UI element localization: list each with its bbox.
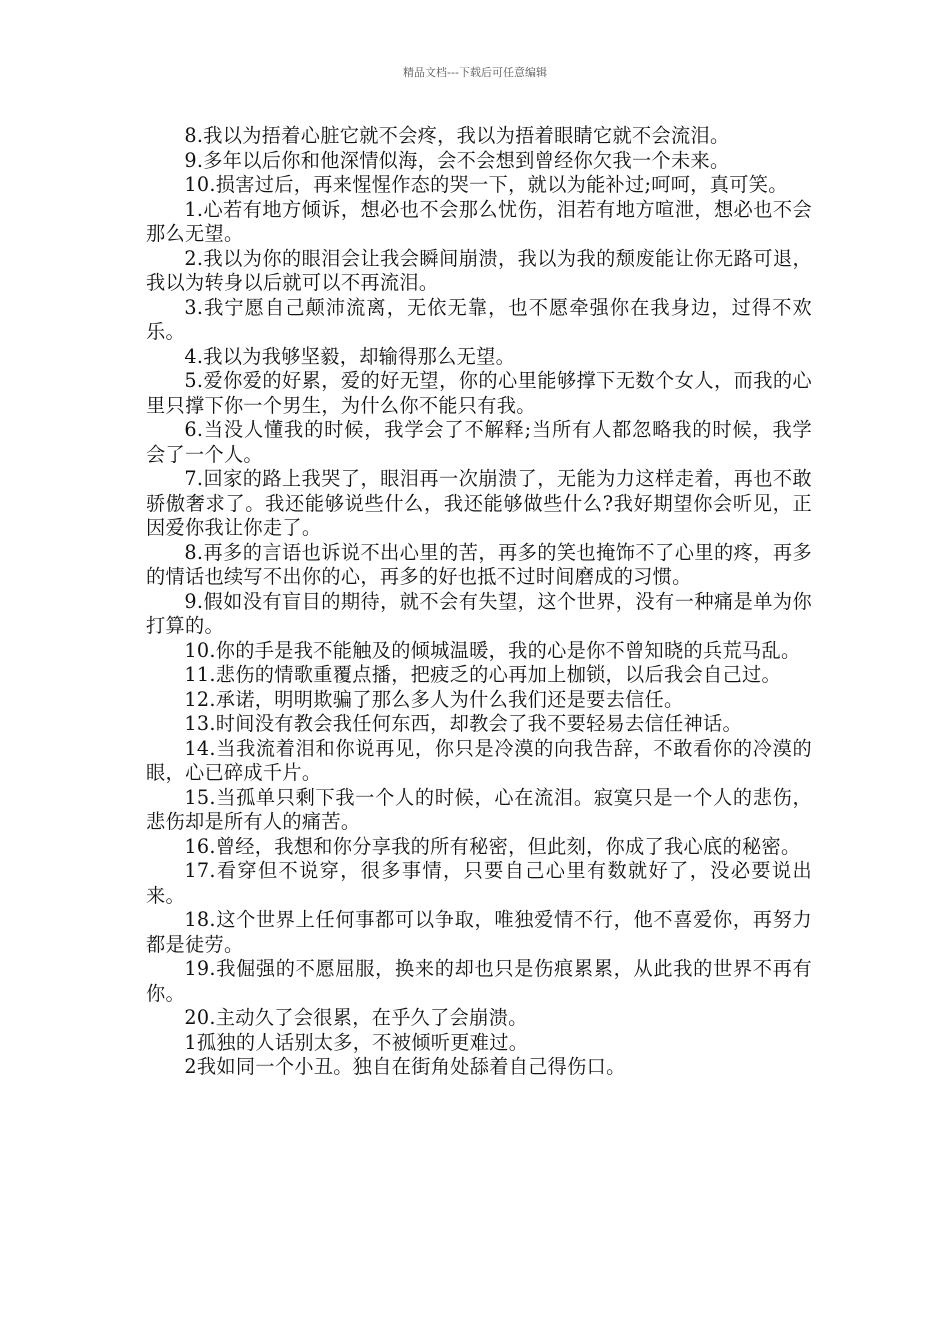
paragraph: 4.我以为我够坚毅，却输得那么无望。 xyxy=(184,344,516,368)
paragraph: 8.再多的言语也诉说不出心里的苦，再多的笑也掩饰不了心里的疼，再多的情话也续写不出你的心，再多的好也抵不过时间磨成的习惯。 xyxy=(146,540,812,588)
paragraph: 7.回家的路上我哭了，眼泪再一次崩溃了，无能为力这样走着，再也不敢骄傲奢求了。我还能够说些什么，我还能够做些什么?我好期望你会听见，正因爱你我让你走了。 xyxy=(146,467,812,539)
paragraph: 12.承诺，明明欺骗了那么多人为什么我们还是要去信任。 xyxy=(184,687,684,711)
paragraph: 17.看穿但不说穿，很多事情，只要自己心里有数就好了，没必要说出来。 xyxy=(146,859,812,907)
paragraph: 13.时间没有教会我任何东西，却教会了我不要轻易去信任神话。 xyxy=(184,712,742,735)
document-body xyxy=(146,124,812,1080)
paragraph: 6.当没人懂我的时候，我学会了不解释;当所有人都忽略我的时候，我学会了一个人。 xyxy=(146,418,812,466)
paragraph: 9.多年以后你和他深情似海，会不会想到曾经你欠我一个未来。 xyxy=(184,148,730,172)
paragraph: 2我如同一个小丑。独自在街角处舔着自己得伤口。 xyxy=(184,1055,626,1078)
paragraph: 18.这个世界上任何事都可以争取，唯独爱情不行，他不喜爱你，再努力都是徒劳。 xyxy=(146,908,812,956)
paragraph: 20.主动久了会很累，在乎久了会崩溃。 xyxy=(184,1006,528,1029)
paragraph: 1.心若有地方倾诉，想必也不会那么忧伤，泪若有地方喧泄，想必也不会那么无望。 xyxy=(146,197,812,245)
paragraph: 8.我以为捂着心脏它就不会疼，我以为捂着眼睛它就不会流泪。 xyxy=(184,124,730,147)
paragraph: 15.当孤单只剩下我一个人的时候，心在流泪。寂寞只是一个人的悲伤，悲伤却是所有人的痛苦。 xyxy=(146,785,812,833)
paragraph: 14.当我流着泪和你说再见，你只是冷漠的向我告辞，不敢看你的冷漠的眼，心已碎成千片。 xyxy=(146,736,812,784)
paragraph: 10.损害过后，再来惺惺作态的哭一下，就以为能补过;呵呵，真可笑。 xyxy=(184,173,788,196)
paragraph: 1孤独的人话别太多，不被倾听更难过。 xyxy=(184,1030,529,1054)
paragraph: 9.假如没有盲目的期待，就不会有失望，这个世界，没有一种痛是单为你打算的。 xyxy=(146,589,812,637)
paragraph: 3.我宁愿自己颠沛流离，无依无靠，也不愿牵强你在我身边，过得不欢乐。 xyxy=(146,295,812,343)
page-header: 精品文档---下载后可任意编辑 xyxy=(403,66,547,79)
paragraph: 11.悲伤的情歌重覆点播，把疲乏的心再加上枷锁，以后我会自己过。 xyxy=(184,663,781,686)
paragraph: 2.我以为你的眼泪会让我会瞬间崩溃，我以为我的颓废能让你无路可退，我以为转身以后就可以不再流泪。 xyxy=(146,246,812,294)
paragraph: 5.爱你爱的好累，爱的好无望，你的心里能够撑下无数个女人，而我的心里只撑下你一个男生，为什么你不能只有我。 xyxy=(146,369,812,417)
paragraph: 19.我倔强的不愿屈服，换来的却也只是伤痕累累，从此我的世界不再有你。 xyxy=(146,957,812,1005)
paragraph: 16.曾经，我想和你分享我的所有秘密，但此刻，你成了我心底的秘密。 xyxy=(184,834,801,858)
paragraph: 10.你的手是我不能触及的倾城温暖，我的心是你不曾知晓的兵荒马乱。 xyxy=(184,638,801,662)
